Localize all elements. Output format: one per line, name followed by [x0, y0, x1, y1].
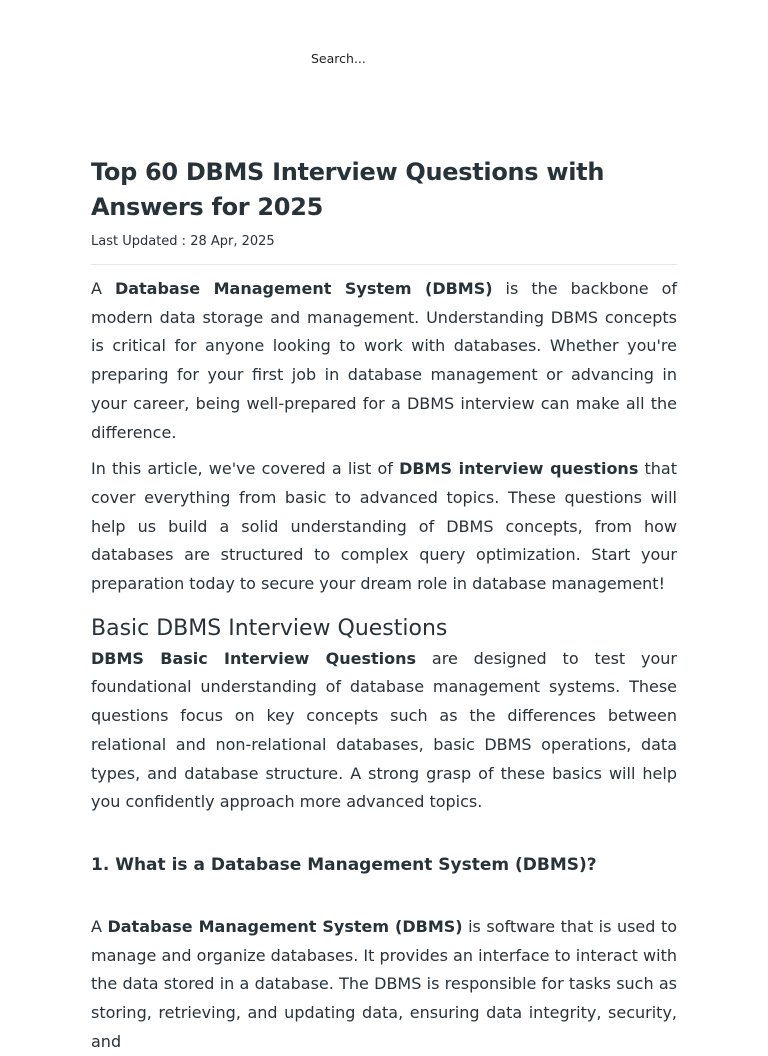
section-heading: Basic DBMS Interview Questions: [91, 615, 448, 641]
question-heading: 1. What is a Database Management System (DBMS)?: [91, 854, 597, 875]
page-title: Top 60 DBMS Interview Questions with Answers for 2025: [91, 158, 605, 221]
divider: [91, 264, 677, 265]
section-intro-suffix: are designed to test your foundational understanding of database management systems. These questions focus on key concepts such as the differences between relational and non-relational databases, basic DBMS operations, data types, and database structure. A strong grasp of these basics will help you confidently approach more advanced topics.: [91, 648, 677, 812]
article: [91, 155, 677, 1056]
answer-paragraph: [91, 913, 677, 1056]
overview-suffix: that cover everything from basic to advanced topics. These questions will help us build a solid understanding of DBMS concepts, from how databases are structured to complex query optimization. Start your preparation today to secure your dream role in database management!: [91, 459, 678, 594]
section-intro-paragraph: [91, 645, 677, 817]
overview-prefix: In this article, we've covered a list of: [91, 459, 400, 479]
answer-bold: Database Management System (DBMS): [107, 916, 463, 936]
intro-bold: Database Management System (DBMS): [114, 279, 493, 298]
intro-suffix: is the backbone of modern data storage and management. Understanding DBMS concepts is critical for anyone looking to work with databases. Whether you're preparing for your first job in database management or advancing in your career, being well-prepared for a DBMS interview can make all the difference.: [91, 279, 677, 442]
intro-prefix: A: [91, 279, 115, 298]
search-input[interactable]: Search...: [311, 51, 366, 66]
overview-paragraph: [91, 455, 677, 599]
section-intro-bold: DBMS Basic Interview Questions: [91, 648, 417, 668]
overview-bold: DBMS interview questions: [399, 459, 639, 479]
intro-paragraph: [91, 275, 677, 447]
answer-suffix: is software that is used to manage and organize databases. It provides an interface to interact with the data stored in a database. The DBMS is responsible for tasks such as storing, retrieving, and updating data, ensuring data integrity, security, and: [91, 916, 678, 1051]
answer-prefix: A: [91, 916, 108, 936]
last-updated: Last Updated : 28 Apr, 2025: [91, 234, 275, 249]
